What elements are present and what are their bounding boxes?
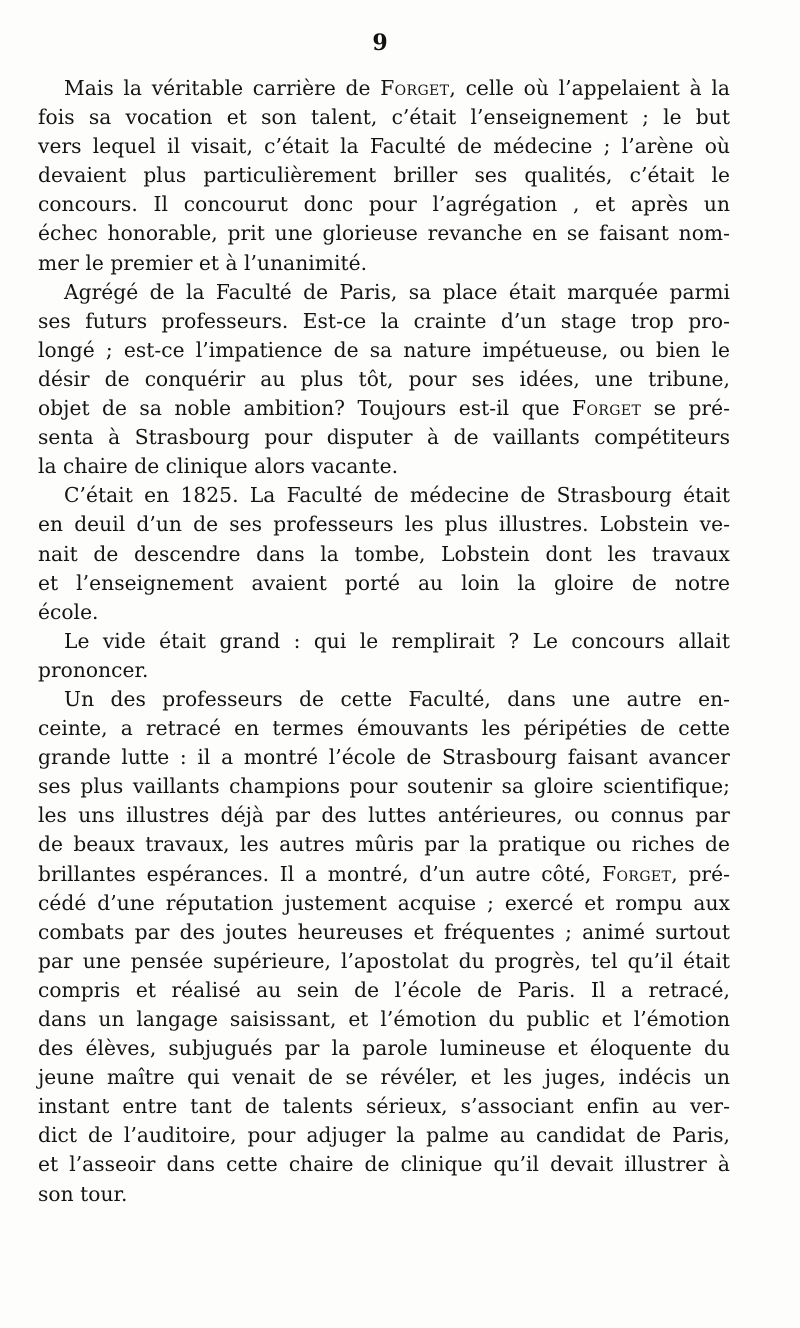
- text-run: école.: [38, 599, 99, 624]
- text-line: [38, 1121, 730, 1150]
- text-run: dict de l’auditoire, pour adjuger la palme au candidat de Paris,: [38, 1123, 730, 1148]
- text-line: [38, 976, 730, 1005]
- text-line: [38, 830, 730, 859]
- text-line: [38, 772, 730, 801]
- text-line: [38, 918, 730, 947]
- text-line: [38, 510, 730, 539]
- text-run: mer le premier et à l’unanimité.: [38, 250, 368, 275]
- text-line: [38, 161, 730, 190]
- text-run: jeune maître qui venait de se révéler, et les juges, indécis un: [38, 1065, 730, 1090]
- text-line: [38, 569, 730, 598]
- text-run: et l’enseignement avaient porté au loin la gloire de notre: [38, 570, 730, 595]
- text-line: [38, 74, 730, 103]
- text-line: [38, 336, 730, 365]
- text-run: instant entre tant de talents sérieux, s’associant enfin au ver-: [38, 1094, 730, 1119]
- text-run: ceinte, a retracé en termes émouvants les péripéties de cette: [38, 716, 730, 741]
- text-run: nait de descendre dans la tombe, Lobstein dont les travaux: [38, 541, 730, 566]
- text-line: [38, 714, 730, 743]
- text-run: , pré-: [671, 861, 730, 886]
- text-run: longé ; est-ce l’impatience de sa nature impétueuse, ou bien le: [38, 337, 730, 362]
- text-run: Le vide était grand : qui le remplirait ? Le concours allait: [64, 628, 730, 653]
- text-line: [38, 278, 730, 307]
- text-run: des élèves, subjugués par la parole lumineuse et éloquente du: [38, 1036, 730, 1061]
- author-name-small-caps: Forget: [572, 396, 642, 421]
- text-line: [38, 103, 730, 132]
- text-run: , celle où l’appelaient à la: [449, 76, 730, 100]
- text-run: par une pensée supérieure, l’apostolat du progrès, tel qu’il était: [38, 948, 730, 973]
- body-text: [38, 74, 730, 1209]
- text-line: [38, 656, 730, 685]
- text-line: [38, 1180, 730, 1209]
- text-run: combats par des joutes heureuses et fréquentes ; animé surtout: [38, 919, 730, 944]
- text-run: de beaux travaux, les autres mûris par la pratique ou riches de: [38, 832, 730, 857]
- text-run: Un des professeurs de cette Faculté, dans une autre en-: [64, 686, 730, 711]
- text-line: [38, 947, 730, 976]
- text-line: [38, 394, 730, 423]
- text-run: concours. Il concourut donc pour l’agrégation , et après un: [38, 192, 730, 217]
- text-run: compris et réalisé au sein de l’école de Paris. Il a retracé,: [38, 977, 730, 1002]
- text-run: Agrégé de la Faculté de Paris, sa place était marquée parmi: [64, 279, 730, 304]
- text-run: ses plus vaillants champions pour soutenir sa gloire scientifique;: [38, 774, 730, 799]
- text-line: [38, 132, 730, 161]
- text-line: [38, 452, 730, 481]
- text-run: vers lequel il visait, c’était la Faculté de médecine ; l’arène où: [38, 134, 730, 159]
- author-name-small-caps: Forget: [380, 76, 450, 100]
- text-line: [38, 860, 730, 889]
- text-line: [38, 889, 730, 918]
- text-run: et l’asseoir dans cette chaire de clinique qu’il devait illustrer à: [38, 1152, 730, 1177]
- text-line: [38, 1150, 730, 1179]
- page-number: 9: [372, 30, 388, 56]
- text-line: [38, 598, 730, 627]
- text-line: [38, 743, 730, 772]
- text-run: ses futurs professeurs. Est-ce la crainte d’un stage trop pro-: [38, 308, 730, 333]
- text-run: son tour.: [38, 1181, 128, 1206]
- text-run: la chaire de clinique alors vacante.: [38, 454, 399, 479]
- text-run: prononcer.: [38, 657, 149, 682]
- text-run: cédé d’une réputation justement acquise ; exercé et rompu aux: [38, 890, 730, 915]
- text-line: [38, 307, 730, 336]
- text-line: [38, 627, 730, 656]
- text-line: [38, 1005, 730, 1034]
- text-line: [38, 219, 730, 248]
- text-run: les uns illustres déjà par des luttes antérieures, ou connus par: [38, 803, 730, 828]
- text-line: [38, 249, 730, 278]
- text-run: C’était en 1825. La Faculté de médecine de Strasbourg était: [64, 483, 730, 508]
- text-line: [38, 1063, 730, 1092]
- text-run: dans un langage saisissant, et l’émotion du public et l’émotion: [38, 1007, 730, 1031]
- text-line: [38, 801, 730, 830]
- text-run: grande lutte : il a montré l’école de Strasbourg faisant avancer: [38, 745, 730, 770]
- text-line: [38, 365, 730, 394]
- text-line: [38, 1034, 730, 1063]
- text-run: fois sa vocation et son talent, c’était l’enseignement ; le but: [38, 105, 730, 130]
- text-run: en deuil d’un de ses professeurs les plus illustres. Lobstein ve-: [38, 512, 730, 537]
- text-run: Mais la véritable carrière de: [64, 76, 381, 100]
- text-run: brillantes espérances. Il a montré, d’un autre côté,: [38, 861, 603, 886]
- text-run: devaient plus particulièrement briller ses qualités, c’était le: [38, 163, 730, 188]
- author-name-small-caps: Forget: [602, 861, 672, 886]
- text-run: échec honorable, prit une glorieuse revanche en se faisant nom-: [38, 221, 730, 246]
- text-line: [38, 685, 730, 714]
- text-line: [38, 481, 730, 510]
- text-run: objet de sa noble ambition? Toujours est-il que: [38, 396, 573, 421]
- text-run: senta à Strasbourg pour disputer à de vaillants compétiteurs: [38, 425, 730, 450]
- text-line: [38, 423, 730, 452]
- text-line: [38, 540, 730, 569]
- text-run: se pré-: [641, 396, 730, 421]
- text-line: [38, 1092, 730, 1121]
- text-line: [38, 190, 730, 219]
- text-run: désir de conquérir au plus tôt, pour ses idées, une tribune,: [38, 366, 730, 391]
